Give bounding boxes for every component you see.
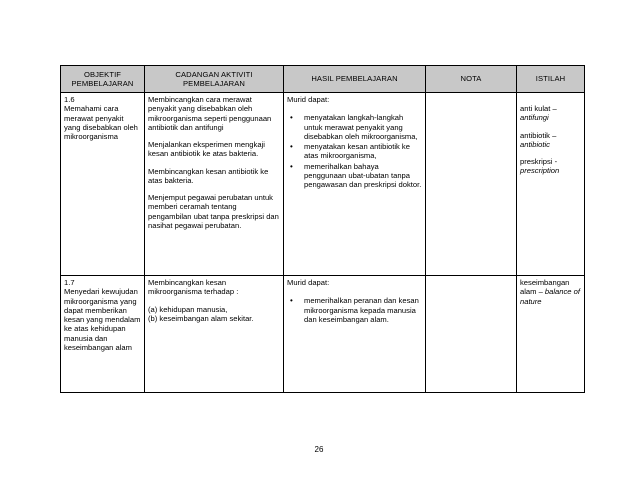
activities-cell: [145, 276, 284, 393]
activity-paragraph: Menjemput pegawai perubatan untuk memberi ceramah tentang pengambilan ubat tanpa preskripsi dan nasihat pegawai perubatan.: [148, 193, 279, 230]
activity-paragraph: Membincangkan cara merawat penyakit yang disebabkan oleh mikroorganisma seperti penggunaan antibiotik dan antifungi: [148, 95, 272, 132]
term-malay: keseimbangan alam –: [520, 278, 570, 297]
term-malay: antibiotik –: [520, 130, 557, 140]
objective-cell: [61, 276, 145, 393]
header-nota: NOTA: [426, 66, 517, 93]
outcome-item: • memerihalkan peranan dan kesan mikroorganisma kepada manusia dan keseimbangan alam.: [300, 296, 422, 324]
term-entry: [520, 157, 581, 176]
term-entry: [520, 104, 581, 123]
header-terms: ISTILAH: [517, 66, 585, 93]
term-entry: [520, 278, 581, 306]
term-entry: [520, 131, 581, 150]
syllabus-table: [60, 65, 585, 393]
outcomes-list: [287, 113, 422, 189]
objective-number: 1.6: [64, 95, 75, 104]
outcome-item: • menyatakan langkah-langkah untuk merawat penyakit yang disebabkan oleh mikroorganisma,: [300, 113, 422, 141]
table-header-row: [61, 66, 585, 93]
term-malay: preskripsi -: [520, 157, 558, 166]
nota-cell: [426, 93, 517, 276]
objective-cell: [61, 93, 145, 276]
activity-paragraph: Membincangkan kesan antibiotik ke atas bakteria.: [148, 166, 269, 185]
outcomes-cell: [284, 276, 426, 393]
outcomes-list: [287, 296, 422, 324]
header-activities: CADANGAN AKTIVITI PEMBELAJARAN: [145, 66, 284, 93]
activity-subitem: (a) kehidupan manusia,: [148, 304, 228, 314]
outcomes-intro: Murid dapat:: [287, 95, 330, 104]
term-malay: anti kulat –: [520, 104, 557, 113]
activity-subitem: (b) keseimbangan alam sekitar.: [148, 313, 254, 323]
term-english: antibiotic: [520, 139, 550, 149]
activity-paragraph: Membincangkan kesan mikroorganisma terhadap :: [148, 278, 239, 297]
page-number: 26: [314, 445, 324, 454]
term-english: prescription: [520, 166, 560, 176]
table-row: [61, 276, 585, 393]
activities-cell: [145, 93, 284, 276]
term-english: antifungi: [520, 113, 549, 123]
activity-paragraph: Menjalankan eksperimen mengkaji kesan antibiotik ke atas bakteria.: [148, 140, 265, 159]
objective-text: Memahami cara merawat penyakit yang disebabkan oleh mikroorganisma: [64, 104, 138, 141]
objective-number: 1.7: [64, 278, 75, 287]
table-row: [61, 93, 585, 276]
header-outcomes: HASIL PEMBELAJARAN: [284, 66, 426, 93]
outcome-item: • memerihalkan bahaya penggunaan ubat-ubatan tanpa pengawasan dan preskripsi doktor.: [300, 162, 422, 190]
header-objective: OBJEKTIF PEMBELAJARAN: [61, 66, 145, 93]
nota-cell: [426, 276, 517, 393]
outcome-item: • menyatakan kesan antibiotik ke atas mikroorganisma,: [300, 142, 422, 161]
term-english: balance of nature: [520, 287, 580, 306]
terms-cell: [517, 93, 585, 276]
terms-cell: [517, 276, 585, 393]
outcomes-intro: Murid dapat:: [287, 278, 330, 287]
objective-text: Menyedari kewujudan mikroorganisma yang dapat memberikan kesan yang mendalam ke atas kehidupan manusia dan keseimbangan alam: [64, 287, 141, 352]
outcomes-cell: [284, 93, 426, 276]
